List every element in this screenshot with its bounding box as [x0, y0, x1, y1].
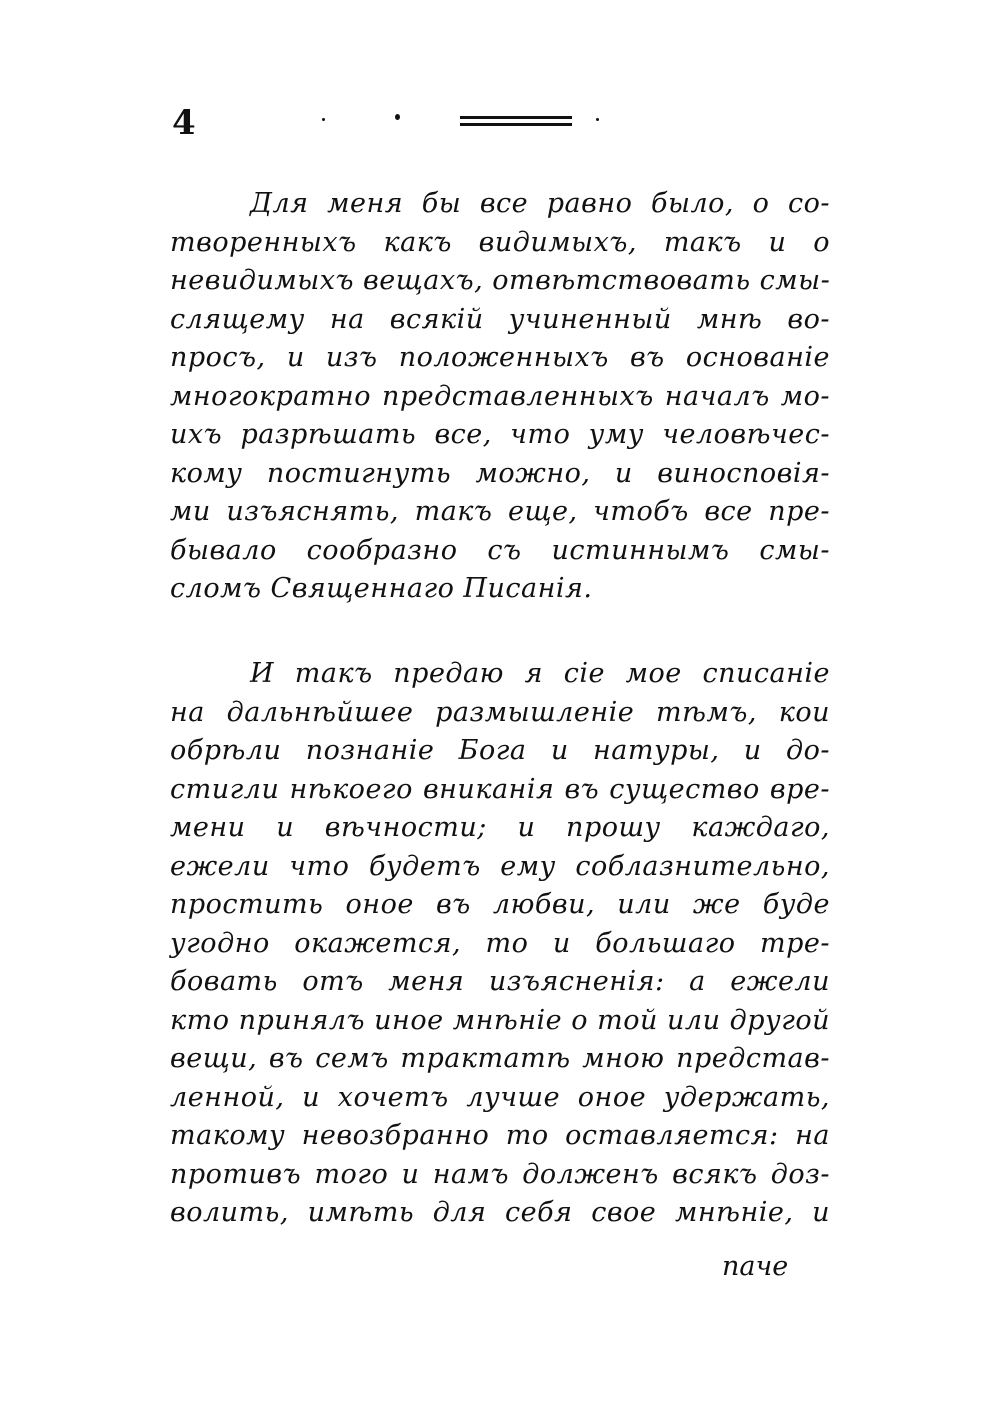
ornament-dot — [395, 114, 400, 120]
text-line: простить оное въ любви, или же буде — [170, 889, 830, 920]
text-line: многократно представленныхъ началъ мо- — [170, 380, 830, 412]
text-line: противъ того и намъ долженъ всякъ доз- — [170, 1158, 830, 1190]
text-line: ихъ разрѣшать все, что уму человѣчес- — [170, 419, 830, 450]
text-line: кому постигнуть можно, и виносповія- — [170, 457, 830, 489]
header-ornament-rule — [460, 116, 572, 130]
text-line: обрѣли познаніе Бога и натуры, и до- — [170, 735, 830, 766]
text-line: ежели что будетъ ему соблазнительно, — [170, 850, 830, 882]
text-line: стигли нѣкоего вниканія въ существо вре- — [170, 773, 830, 805]
text-line: такому невозбранно то оставляется: на — [170, 1120, 830, 1151]
text-line: творенныхъ какъ видимыхъ, такъ и о — [170, 226, 830, 258]
text-line: волить, имѣть для себя свое мнѣніе, и — [170, 1197, 830, 1228]
text-line: бовать отъ меня изъясненія: а ежели — [170, 966, 830, 997]
text-line: И такъ предаю я сіе мое списаніе — [250, 658, 830, 689]
text-line: просъ, и изъ положенныхъ въ основаніе — [170, 342, 830, 373]
text-line: бывало сообразно съ истиннымъ смы- — [170, 534, 830, 566]
text-line: слящему на всякій учиненный мнѣ во- — [170, 303, 830, 335]
text-line: сломъ Священнаго Писанія. — [170, 573, 593, 604]
text-line: кто принялъ иное мнѣніе о той или другой — [170, 1004, 830, 1036]
page-number: 4 — [172, 103, 196, 143]
text-line: вещи, въ семъ трактатѣ мною представ- — [170, 1043, 830, 1074]
catchword: паче — [722, 1251, 789, 1282]
text-line: ленной, и хочетъ лучше оное удержать, — [170, 1081, 830, 1113]
paragraph-2 — [170, 655, 830, 1233]
text-line: Для меня бы все равно было, о со- — [250, 188, 830, 219]
text-line: на дальнѣйшее размышленіе тѣмъ, кои — [170, 696, 830, 728]
ornament-dot — [322, 118, 325, 121]
paragraph-1 — [170, 185, 830, 609]
text-line: ми изъяснять, такъ еще, чтобъ все пре- — [170, 496, 830, 527]
ornament-dot — [596, 118, 599, 121]
text-line: мени и вѣчности; и прошу каждаго, — [170, 812, 830, 843]
text-line: угодно окажется, то и большаго тре- — [170, 927, 830, 959]
text-line: невидимыхъ вещахъ, отвѣтствовать смы- — [170, 265, 831, 296]
